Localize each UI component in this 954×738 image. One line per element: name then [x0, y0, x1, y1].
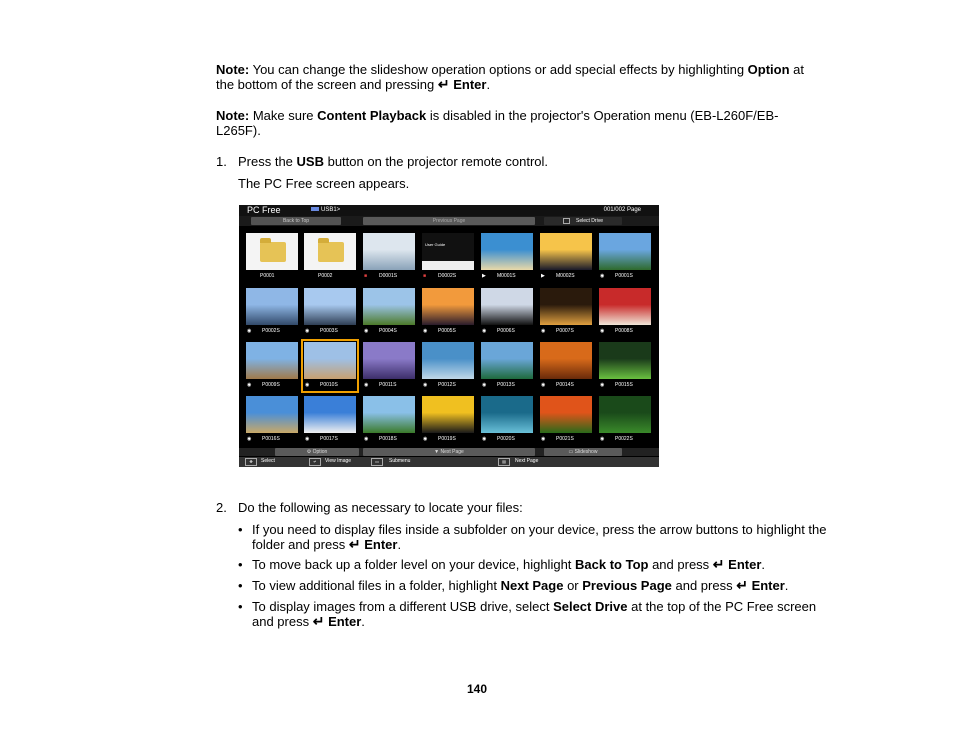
- file-name: P0009S: [262, 382, 280, 388]
- note-text: Make sure: [249, 108, 318, 123]
- file-thumbnail[interactable]: [420, 394, 476, 446]
- file-label: [244, 326, 300, 336]
- image-thumbnail: [540, 396, 592, 433]
- file-label: [597, 271, 653, 281]
- file-label: [479, 271, 535, 281]
- file-name: P0013S: [497, 382, 515, 388]
- drive-icon: [563, 218, 570, 224]
- camera-icon: ◉: [600, 436, 605, 442]
- user-guide-thumbnail-text: User Guide: [425, 242, 446, 247]
- file-label: [302, 434, 358, 444]
- folder-thumbnail: [246, 233, 298, 270]
- camera-icon: ◉: [364, 328, 369, 334]
- file-thumbnail[interactable]: [244, 394, 300, 446]
- image-thumbnail: [304, 396, 356, 433]
- enter-icon: ↵: [437, 76, 450, 92]
- file-thumbnail[interactable]: [479, 394, 535, 446]
- enter-label: Enter: [728, 557, 762, 572]
- pc-free-header: [239, 205, 659, 216]
- camera-icon: ◉: [482, 382, 487, 388]
- file-grid: [239, 228, 659, 448]
- bullet-text: and press: [648, 557, 713, 572]
- image-thumbnail: [540, 233, 592, 270]
- image-thumbnail: [481, 233, 533, 270]
- slideshow-label: Slideshow: [574, 449, 598, 455]
- enter-label: Enter: [453, 77, 487, 92]
- camera-icon: ◉: [482, 328, 487, 334]
- usb-label: USB1>: [321, 207, 341, 213]
- file-name: P0012S: [438, 382, 456, 388]
- file-label: [361, 271, 417, 281]
- bullet-icon: •: [238, 522, 243, 537]
- camera-icon: ◉: [423, 382, 428, 388]
- file-thumbnail[interactable]: [538, 231, 594, 283]
- image-thumbnail: [422, 396, 474, 433]
- file-name: P0003S: [320, 328, 338, 334]
- enter-label: Enter: [364, 537, 398, 552]
- enter-icon: ↵: [736, 577, 748, 593]
- file-thumbnail[interactable]: [538, 286, 594, 338]
- camera-icon: ◉: [600, 328, 605, 334]
- file-label: [597, 380, 653, 390]
- folder-icon: [318, 242, 344, 262]
- file-name: P0021S: [556, 436, 574, 442]
- camera-icon: ◉: [600, 382, 605, 388]
- bullet-icon: •: [238, 599, 243, 614]
- bullet-bold: Previous Page: [582, 578, 672, 593]
- slideshow-icon: ▭: [568, 449, 575, 455]
- select-key-icon: ✥: [245, 458, 257, 466]
- note-text: You can change the slideshow operation options or add special effects by highlighting: [249, 62, 748, 77]
- file-label: [302, 326, 358, 336]
- bullet-text: .: [784, 578, 789, 593]
- file-name: P0006S: [497, 328, 515, 334]
- file-name: P0008S: [615, 328, 633, 334]
- enter-label: Enter: [751, 578, 785, 593]
- camera-icon: ◉: [423, 328, 428, 334]
- enter-icon: ↵: [348, 536, 361, 552]
- next-page-button[interactable]: [363, 448, 535, 456]
- enter-label: Enter: [328, 614, 362, 629]
- file-thumbnail[interactable]: [420, 231, 476, 283]
- file-label: [479, 380, 535, 390]
- file-label: [244, 434, 300, 444]
- bullet-icon: •: [238, 557, 243, 572]
- camera-icon: ◉: [364, 382, 369, 388]
- folder-icon: [260, 242, 286, 262]
- file-name: D0002S: [438, 273, 457, 279]
- bullet-text: and press: [671, 578, 737, 593]
- file-thumbnail[interactable]: [302, 231, 358, 283]
- page-number: 140: [466, 682, 488, 696]
- select-drive-label: Select Drive: [576, 218, 603, 224]
- bullet-text: To view additional files in a folder, highlight: [252, 578, 501, 593]
- file-label: [244, 380, 300, 390]
- note-text: is disabled in the projector's Operation menu (EB-L260F/EB-L265F).: [216, 108, 779, 138]
- back-to-top-button[interactable]: [251, 217, 341, 225]
- legend-next-page: Next Page: [515, 458, 539, 464]
- camera-icon: ◉: [305, 382, 310, 388]
- enter-key-icon: ↵: [309, 458, 321, 466]
- file-name: P0014S: [556, 382, 574, 388]
- back-to-top-label: Back to Top: [282, 218, 310, 224]
- file-name: P0001S: [615, 273, 633, 279]
- bullet-text: If you need to display files inside a subfolder on your device, press the arrow buttons to highlight the folder and press: [252, 522, 827, 552]
- usb-icon: [311, 207, 319, 211]
- image-thumbnail: [304, 342, 356, 379]
- camera-icon: ◉: [482, 436, 487, 442]
- file-thumbnail[interactable]: [244, 340, 300, 392]
- camera-icon: ◉: [541, 382, 546, 388]
- step-text-part: button on the projector remote control.: [323, 154, 548, 169]
- file-name: P0004S: [379, 328, 397, 334]
- note-text: at the bottom of the screen and pressing: [216, 62, 805, 92]
- file-label: [302, 271, 358, 281]
- esc-key-icon: ▭: [371, 458, 383, 466]
- file-thumbnail[interactable]: [361, 340, 417, 392]
- bullet-text: .: [361, 614, 365, 629]
- option-label: Option: [312, 449, 328, 455]
- camera-icon: ◉: [247, 328, 252, 334]
- file-name: P0011S: [379, 382, 397, 388]
- file-name: P0005S: [438, 328, 456, 334]
- bullet-text: at the top of the PC Free screen and press: [252, 599, 817, 629]
- step-subtext: The PC Free screen appears.: [238, 176, 410, 191]
- file-name: P0016S: [262, 436, 280, 442]
- file-label: [597, 434, 653, 444]
- file-name: P0001: [260, 273, 275, 279]
- file-label: [361, 434, 417, 444]
- bullet-text: To display images from a different USB drive, select: [252, 599, 554, 614]
- file-label: [538, 434, 594, 444]
- note-text: .: [486, 77, 491, 92]
- file-thumbnail[interactable]: [479, 231, 535, 283]
- movie-icon: ▶: [541, 273, 545, 279]
- pc-free-title: PC Free: [247, 205, 281, 215]
- camera-icon: ◉: [364, 436, 369, 442]
- file-thumbnail[interactable]: [244, 286, 300, 338]
- file-name: M0001S: [497, 273, 516, 279]
- option-icon: ⚙: [306, 449, 313, 455]
- camera-icon: ◉: [247, 382, 252, 388]
- pc-free-top-bar: [239, 216, 659, 226]
- file-name: P0007S: [556, 328, 574, 334]
- image-thumbnail: [304, 288, 356, 325]
- bullet-text: or: [563, 578, 583, 593]
- camera-icon: ◉: [305, 328, 310, 334]
- bullet-text: To move back up a folder level on your device, highlight: [252, 557, 576, 572]
- image-thumbnail: [599, 342, 651, 379]
- file-thumbnail[interactable]: [302, 286, 358, 338]
- file-name: P0018S: [379, 436, 397, 442]
- file-thumbnail[interactable]: [420, 286, 476, 338]
- step-number: 2.: [216, 500, 227, 515]
- image-thumbnail: [481, 342, 533, 379]
- camera-icon: ◉: [541, 436, 546, 442]
- bullet-bold: Back to Top: [575, 557, 649, 572]
- file-label: [538, 271, 594, 281]
- previous-page-button[interactable]: [363, 217, 535, 225]
- file-label: [538, 380, 594, 390]
- next-page-arrow-icon: ▼: [434, 449, 441, 455]
- bullet-item: [252, 557, 832, 572]
- file-thumbnail[interactable]: [302, 340, 358, 392]
- step-number: 1.: [216, 154, 227, 169]
- previous-page-label: Previous Page: [432, 218, 466, 224]
- note-content-playback: [216, 108, 796, 138]
- step-text: Do the following as necessary to locate your files:: [238, 500, 523, 515]
- usb-path: [311, 206, 340, 215]
- file-thumbnail[interactable]: [244, 231, 300, 283]
- file-thumbnail[interactable]: [538, 394, 594, 446]
- step-bold: USB: [296, 154, 324, 169]
- file-thumbnail[interactable]: [361, 286, 417, 338]
- file-name: P0020S: [497, 436, 515, 442]
- enter-icon: ↵: [312, 613, 325, 629]
- next-page-label: Next Page: [440, 449, 464, 455]
- camera-icon: ◉: [600, 273, 605, 279]
- legend-select: Select: [261, 458, 275, 464]
- file-thumbnail[interactable]: [597, 340, 653, 392]
- document-icon: ■: [364, 273, 368, 279]
- bullet-text: .: [397, 537, 402, 552]
- note-option: [216, 62, 816, 92]
- file-name: P0002S: [262, 328, 280, 334]
- image-thumbnail: [599, 288, 651, 325]
- file-label: [361, 326, 417, 336]
- image-thumbnail: [481, 396, 533, 433]
- step-text: [238, 154, 548, 169]
- camera-icon: ◉: [305, 436, 310, 442]
- step-text-part: Press the: [238, 154, 297, 169]
- file-label: [420, 434, 476, 444]
- file-name: P0010S: [320, 382, 338, 388]
- file-thumbnail[interactable]: [597, 286, 653, 338]
- file-name: P0022S: [615, 436, 633, 442]
- note-bold: Option: [747, 62, 790, 77]
- file-label: [244, 271, 300, 281]
- file-label: [597, 326, 653, 336]
- note-label: Note:: [216, 62, 250, 77]
- file-thumbnail[interactable]: [361, 394, 417, 446]
- image-thumbnail: [599, 396, 651, 433]
- bullet-text: .: [761, 557, 766, 572]
- file-label: [479, 434, 535, 444]
- image-thumbnail: [481, 288, 533, 325]
- file-name: P0019S: [438, 436, 456, 442]
- file-thumbnail[interactable]: [597, 394, 653, 446]
- bullet-item: [252, 578, 832, 593]
- image-thumbnail: [540, 342, 592, 379]
- select-drive-button[interactable]: [544, 217, 622, 225]
- file-thumbnail[interactable]: [479, 286, 535, 338]
- image-thumbnail: [422, 342, 474, 379]
- note-label: Note:: [216, 108, 250, 123]
- file-name: P0002: [318, 273, 333, 279]
- folder-thumbnail: [304, 233, 356, 270]
- thumbnail-strip: [422, 261, 474, 270]
- legend-submenu: Submenu: [389, 458, 411, 464]
- pc-free-legend: [239, 457, 659, 467]
- bullet-bold: Select Drive: [553, 599, 628, 614]
- image-thumbnail: [246, 396, 298, 433]
- page-indicator: 001/002 Page: [603, 207, 641, 213]
- legend-view-image: View Image: [325, 458, 352, 464]
- bullet-bold: Next Page: [500, 578, 564, 593]
- file-label: [302, 380, 358, 390]
- enter-icon: ↵: [712, 556, 725, 572]
- file-thumbnail[interactable]: [479, 340, 535, 392]
- file-thumbnail[interactable]: [538, 340, 594, 392]
- image-thumbnail: [246, 288, 298, 325]
- file-thumbnail[interactable]: [302, 394, 358, 446]
- file-label: [420, 326, 476, 336]
- image-thumbnail: [246, 342, 298, 379]
- file-name: D0001S: [379, 273, 398, 279]
- pc-free-bottom-bar: [239, 448, 659, 456]
- image-thumbnail: [363, 396, 415, 433]
- file-label: [479, 326, 535, 336]
- image-thumbnail: [363, 233, 415, 270]
- document-icon: ■: [423, 273, 427, 279]
- bullet-item: [252, 599, 832, 629]
- note-bold: Content Playback: [317, 108, 427, 123]
- image-thumbnail: [540, 288, 592, 325]
- file-label: [420, 380, 476, 390]
- bullet-item: [252, 522, 832, 552]
- page-key-icon: ▤: [498, 458, 510, 466]
- camera-icon: ◉: [423, 436, 428, 442]
- file-thumbnail[interactable]: [361, 231, 417, 283]
- file-thumbnail[interactable]: [597, 231, 653, 283]
- image-thumbnail: [363, 288, 415, 325]
- image-thumbnail: [599, 233, 651, 270]
- file-name: P0017S: [320, 436, 338, 442]
- file-label: [361, 380, 417, 390]
- file-name: M0002S: [556, 273, 575, 279]
- file-thumbnail[interactable]: [420, 340, 476, 392]
- slideshow-button[interactable]: [544, 448, 622, 456]
- pc-free-screen: [239, 205, 659, 467]
- option-button[interactable]: [275, 448, 359, 456]
- image-thumbnail: [422, 233, 474, 270]
- camera-icon: ◉: [247, 436, 252, 442]
- image-thumbnail: [363, 342, 415, 379]
- file-label: [420, 271, 476, 281]
- movie-icon: ▶: [482, 273, 486, 279]
- camera-icon: ◉: [541, 328, 546, 334]
- file-name: P0015S: [615, 382, 633, 388]
- file-label: [538, 326, 594, 336]
- image-thumbnail: [422, 288, 474, 325]
- bullet-icon: •: [238, 578, 243, 593]
